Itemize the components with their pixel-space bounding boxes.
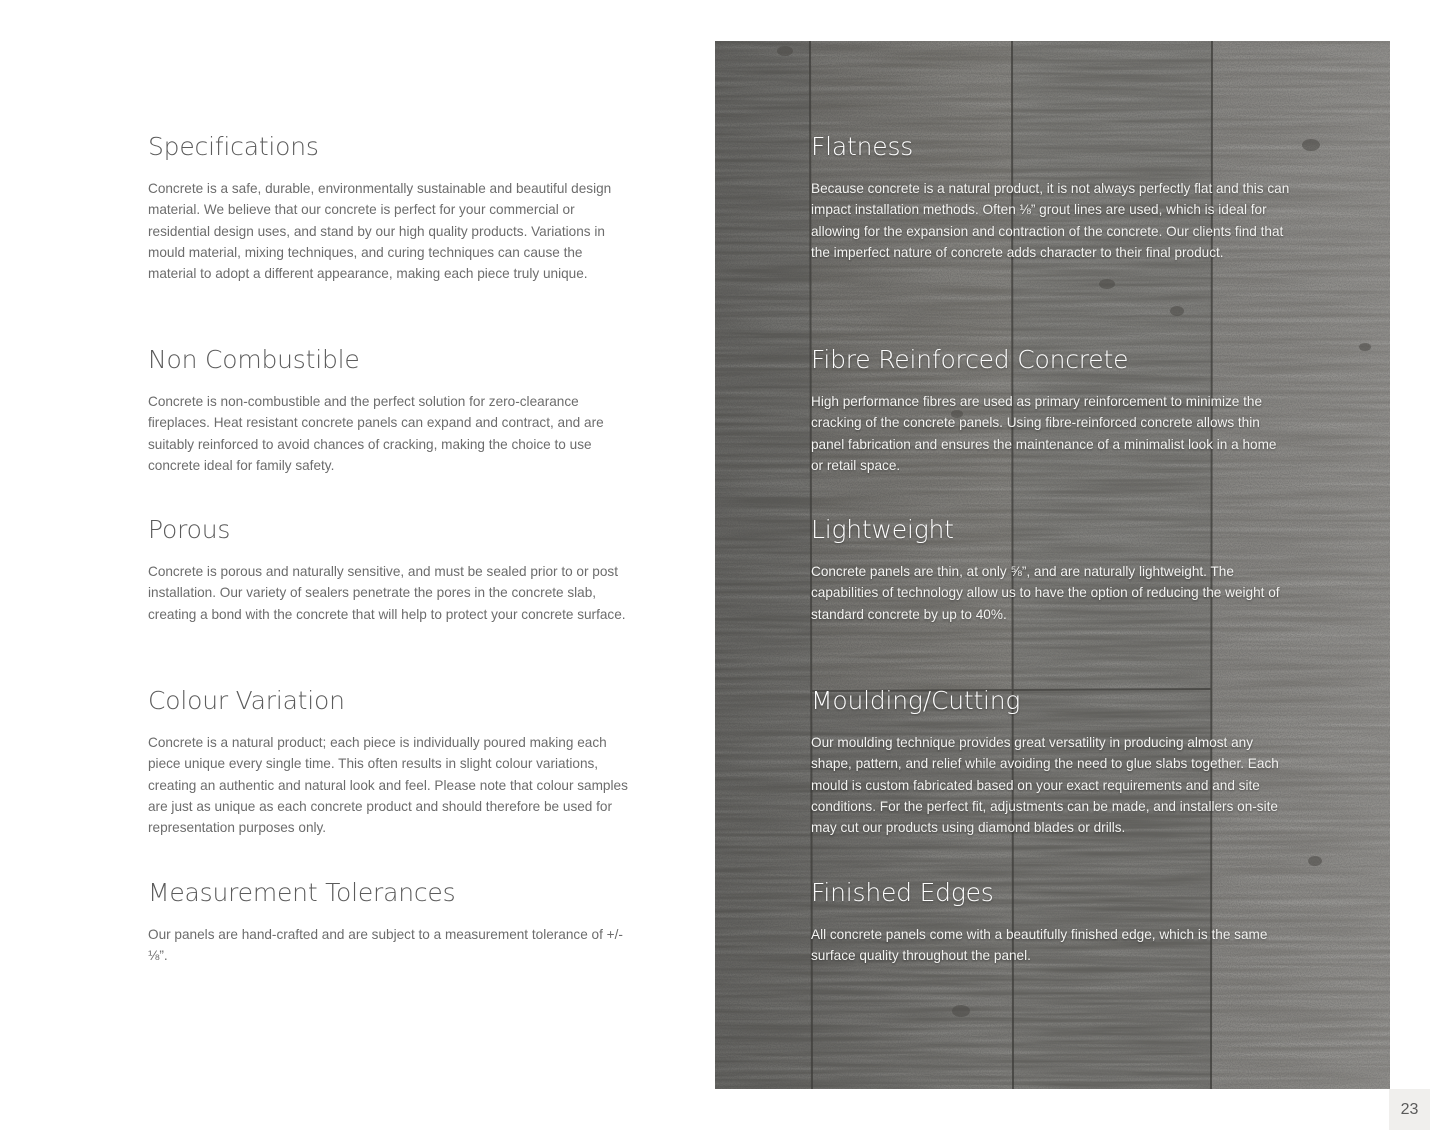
section-body: Concrete is non-combustible and the perfect solution for zero-clearance fireplaces. Heat resistant concrete panels can expand and contract, and are suitably reinforced to avoid chances of cracking, making the choice to use concrete ideal for family safety.	[148, 394, 604, 473]
section-title: Moulding/Cutting	[811, 686, 1021, 715]
section-fibre-reinforced-concrete	[811, 345, 1291, 476]
section-lightweight	[811, 515, 1291, 625]
section-moulding-cutting	[811, 686, 1291, 838]
section-finished-edges	[811, 878, 1291, 967]
section-porous	[148, 515, 628, 625]
section-body: Because concrete is a natural product, it is not always perfectly flat and this can impact installation methods. Often ⅛” grout lines are used, which is ideal for allowing for the expansion and contraction of the concrete. Our clients find that the imperfect nature of concrete adds character to their final product.	[811, 181, 1290, 260]
section-specifications	[148, 132, 628, 284]
section-body: Concrete panels are thin, at only ⅝”, and are naturally lightweight. The capabilities of technology allow us to have the option of reducing the weight of standard concrete by up to 40%.	[811, 564, 1280, 622]
section-body: Our moulding technique provides great versatility in producing almost any shape, pattern, and relief while avoiding the need to glue slabs together. Each mould is custom fabricated based on your exact requirements and and site conditions. For the perfect fit, adjustments can be made, and installers on-site may cut our products using diamond blades or drills.	[811, 735, 1279, 836]
section-title: Fibre Reinforced Concrete	[811, 345, 1129, 374]
section-flatness	[811, 132, 1291, 263]
section-non-combustible	[148, 345, 628, 476]
section-title: Measurement Tolerances	[148, 878, 456, 907]
section-body: Our panels are hand-crafted and are subject to a measurement tolerance of +/- ⅛”.	[148, 927, 623, 964]
section-title: Finished Edges	[811, 878, 994, 907]
concrete-texture-panel	[715, 41, 1390, 1089]
section-title: Porous	[148, 515, 231, 544]
section-measurement-tolerances	[148, 878, 628, 967]
section-body: All concrete panels come with a beautifully finished edge, which is the same surface quality throughout the panel.	[811, 927, 1268, 964]
section-title: Lightweight	[811, 515, 954, 544]
section-title: Colour Variation	[148, 686, 345, 715]
section-body: Concrete is porous and naturally sensitive, and must be sealed prior to or post installation. Our variety of sealers penetrate the pores in the concrete slab, creating a bond with the concrete that will help to protect your concrete surface.	[148, 564, 626, 622]
section-title: Specifications	[148, 132, 319, 161]
section-title: Non Combustible	[148, 345, 360, 374]
page-number: 23	[1389, 1089, 1430, 1130]
section-body: Concrete is a safe, durable, environmentally sustainable and beautiful design material. We believe that our concrete is perfect for your commercial or residential design uses, and stand by our high quality products. Variations in mould material, mixing techniques, and curing techniques can cause the material to adopt a different appearance, making each piece truly unique.	[148, 181, 612, 282]
section-body: Concrete is a natural product; each piece is individually poured making each piece unique every single time. This often results in slight colour variations, creating an authentic and natural look and feel. Please note that colour samples are just as unique as each concrete product and should therefore be used for representation purposes only.	[148, 735, 628, 836]
section-colour-variation	[148, 686, 628, 838]
section-body: High performance fibres are used as primary reinforcement to minimize the cracking of the concrete panels. Using fibre-reinforced concrete allows thin panel fabrication and ensures the maintenance of a minimalist look in a home or retail space.	[811, 394, 1277, 473]
section-title: Flatness	[811, 132, 914, 161]
